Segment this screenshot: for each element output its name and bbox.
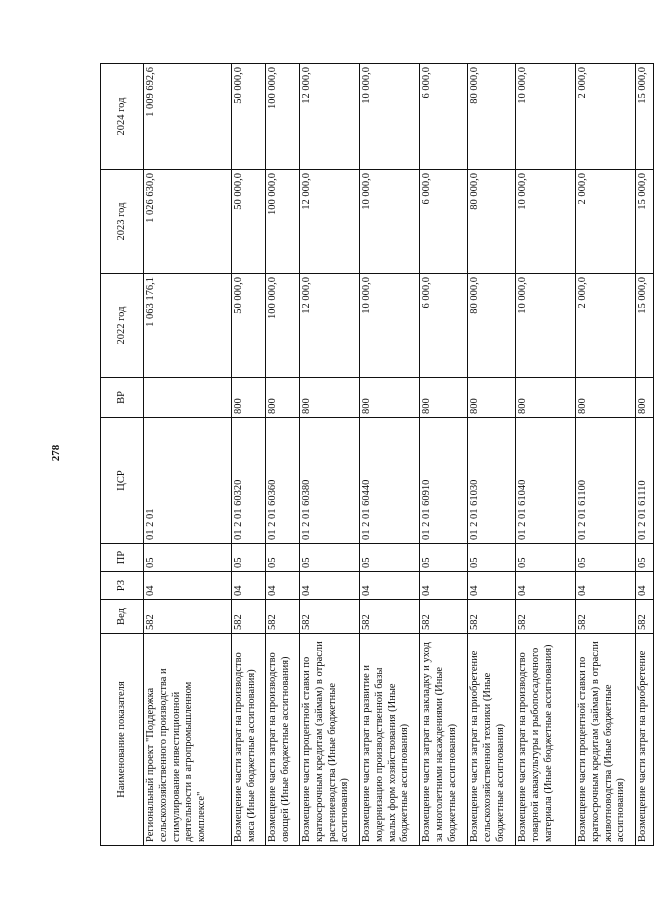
row-vr-cell: 800 bbox=[360, 378, 420, 418]
row-rz-cell: 04 bbox=[516, 572, 576, 600]
row-name-cell: Возмещение части затрат на производство товарной аквакультуры и рыбопосадочного материала (Иные бюджетные ассигнования) bbox=[516, 634, 576, 846]
row-vr-cell: 800 bbox=[468, 378, 516, 418]
row-2024-cell: 10 000,0 bbox=[360, 64, 420, 170]
row-2023-cell: 2 000,0 bbox=[576, 170, 636, 274]
row-name-cell: Возмещение части затрат на приобретение bbox=[636, 634, 654, 846]
row-pr-cell: 05 bbox=[468, 544, 516, 572]
row-2022-cell: 15 000,0 bbox=[636, 274, 654, 378]
row-csr-cell: 01 2 01 60380 bbox=[300, 418, 360, 544]
row-rz-cell: 04 bbox=[232, 572, 266, 600]
row-csr-cell: 01 2 01 61040 bbox=[516, 418, 576, 544]
row-pr-cell: 05 bbox=[144, 544, 232, 572]
row-ved-cell: 582 bbox=[144, 600, 232, 634]
row-2023-cell: 50 000,0 bbox=[232, 170, 266, 274]
table-row bbox=[266, 64, 300, 846]
table-row bbox=[468, 64, 516, 846]
row-name-cell: Возмещение части затрат на производство мяса (Иные бюджетные ассигнования) bbox=[232, 634, 266, 846]
row-vr-cell: 800 bbox=[516, 378, 576, 418]
row-pr-cell: 05 bbox=[576, 544, 636, 572]
row-2022-cell: 10 000,0 bbox=[516, 274, 576, 378]
row-2023-cell: 100 000,0 bbox=[266, 170, 300, 274]
row-pr-cell: 05 bbox=[420, 544, 468, 572]
row-2024-cell: 100 000,0 bbox=[266, 64, 300, 170]
header-2024: 2024 год bbox=[101, 64, 144, 170]
row-ved-cell: 582 bbox=[232, 600, 266, 634]
row-name-cell: Возмещение части затрат на закладку и уход за многолетними насаждениями (Иные бюджетные ассигнования) bbox=[420, 634, 468, 846]
table-row bbox=[300, 64, 360, 846]
row-rz-cell: 04 bbox=[468, 572, 516, 600]
table-row bbox=[232, 64, 266, 846]
row-pr-cell: 05 bbox=[232, 544, 266, 572]
row-ved-cell: 582 bbox=[266, 600, 300, 634]
table-row bbox=[420, 64, 468, 846]
table-row bbox=[516, 64, 576, 846]
table-row bbox=[636, 64, 654, 846]
header-csr: ЦСР bbox=[101, 418, 144, 544]
row-2023-cell: 10 000,0 bbox=[516, 170, 576, 274]
row-name-cell: Возмещение части затрат на приобретение сельскохозяйственной техники (Иные бюджетные ассигнования) bbox=[468, 634, 516, 846]
row-name-cell: Возмещение части процентной ставки по краткосрочным кредитам (займам) в отрасли животноводства (Иные бюджетные ассигнования) bbox=[576, 634, 636, 846]
row-csr-cell: 01 2 01 61030 bbox=[468, 418, 516, 544]
row-rz-cell: 04 bbox=[420, 572, 468, 600]
row-csr-cell: 01 2 01 61110 bbox=[636, 418, 654, 544]
row-pr-cell: 05 bbox=[636, 544, 654, 572]
row-vr-cell: 800 bbox=[232, 378, 266, 418]
row-ved-cell: 582 bbox=[636, 600, 654, 634]
row-2024-cell: 50 000,0 bbox=[232, 64, 266, 170]
row-csr-cell: 01 2 01 61100 bbox=[576, 418, 636, 544]
row-rz-cell: 04 bbox=[360, 572, 420, 600]
row-pr-cell: 05 bbox=[300, 544, 360, 572]
row-rz-cell: 04 bbox=[636, 572, 654, 600]
row-csr-cell: 01 2 01 60360 bbox=[266, 418, 300, 544]
table-header-row bbox=[101, 64, 144, 846]
row-2023-cell: 6 000,0 bbox=[420, 170, 468, 274]
header-ved: Вед bbox=[101, 600, 144, 634]
row-vr-cell: 800 bbox=[576, 378, 636, 418]
header-2022: 2022 год bbox=[101, 274, 144, 378]
row-pr-cell: 05 bbox=[360, 544, 420, 572]
row-name-cell: Возмещение части процентной ставки по краткосрочным кредитам (займам) в отрасли растениеводства (Иные бюджетные ассигнования) bbox=[300, 634, 360, 846]
row-csr-cell: 01 2 01 bbox=[144, 418, 232, 544]
row-2022-cell: 6 000,0 bbox=[420, 274, 468, 378]
row-2023-cell: 15 000,0 bbox=[636, 170, 654, 274]
row-ved-cell: 582 bbox=[420, 600, 468, 634]
row-rz-cell: 04 bbox=[300, 572, 360, 600]
header-rz: РЗ bbox=[101, 572, 144, 600]
row-csr-cell: 01 2 01 60910 bbox=[420, 418, 468, 544]
row-vr-cell: 800 bbox=[300, 378, 360, 418]
row-name-cell: Возмещение части затрат на развитие и модернизацию производственной базы малых форм хозяйствования (Иные бюджетные ассигнования) bbox=[360, 634, 420, 846]
header-pr: ПР bbox=[101, 544, 144, 572]
row-rz-cell: 04 bbox=[266, 572, 300, 600]
row-2022-cell: 80 000,0 bbox=[468, 274, 516, 378]
table-row bbox=[360, 64, 420, 846]
row-ved-cell: 582 bbox=[516, 600, 576, 634]
row-2024-cell: 80 000,0 bbox=[468, 64, 516, 170]
row-2024-cell: 15 000,0 bbox=[636, 64, 654, 170]
table-row bbox=[144, 64, 232, 846]
budget-table-container bbox=[100, 67, 648, 846]
row-2023-cell: 12 000,0 bbox=[300, 170, 360, 274]
row-csr-cell: 01 2 01 60320 bbox=[232, 418, 266, 544]
header-vr: ВР bbox=[101, 378, 144, 418]
row-2022-cell: 10 000,0 bbox=[360, 274, 420, 378]
row-name-cell: Возмещение части затрат на производство овощей (Иные бюджетные ассигнования) bbox=[266, 634, 300, 846]
row-2022-cell: 12 000,0 bbox=[300, 274, 360, 378]
budget-table bbox=[100, 63, 654, 846]
row-2023-cell: 80 000,0 bbox=[468, 170, 516, 274]
row-2022-cell: 1 063 176,1 bbox=[144, 274, 232, 378]
row-2023-cell: 10 000,0 bbox=[360, 170, 420, 274]
row-ved-cell: 582 bbox=[360, 600, 420, 634]
header-name: Наименование показателя bbox=[101, 634, 144, 846]
row-csr-cell: 01 2 01 60440 bbox=[360, 418, 420, 544]
row-pr-cell: 05 bbox=[516, 544, 576, 572]
row-ved-cell: 582 bbox=[468, 600, 516, 634]
row-2023-cell: 1 026 630,0 bbox=[144, 170, 232, 274]
row-2024-cell: 10 000,0 bbox=[516, 64, 576, 170]
header-2023: 2023 год bbox=[101, 170, 144, 274]
table-row bbox=[576, 64, 636, 846]
row-pr-cell: 05 bbox=[266, 544, 300, 572]
row-rz-cell: 04 bbox=[144, 572, 232, 600]
row-2024-cell: 12 000,0 bbox=[300, 64, 360, 170]
row-ved-cell: 582 bbox=[300, 600, 360, 634]
row-rz-cell: 04 bbox=[576, 572, 636, 600]
table-body bbox=[144, 64, 654, 846]
row-2022-cell: 2 000,0 bbox=[576, 274, 636, 378]
row-vr-cell: 800 bbox=[266, 378, 300, 418]
row-2024-cell: 2 000,0 bbox=[576, 64, 636, 170]
row-2022-cell: 50 000,0 bbox=[232, 274, 266, 378]
row-2024-cell: 6 000,0 bbox=[420, 64, 468, 170]
row-2022-cell: 100 000,0 bbox=[266, 274, 300, 378]
row-vr-cell: 800 bbox=[420, 378, 468, 418]
row-2024-cell: 1 009 692,6 bbox=[144, 64, 232, 170]
row-vr-cell bbox=[144, 378, 232, 418]
row-ved-cell: 582 bbox=[576, 600, 636, 634]
row-vr-cell: 800 bbox=[636, 378, 654, 418]
row-name-cell: Региональный проект "Поддержка сельскохозяйственного производства и стимулирование инвестиционной деятельности в агропромышленном комплексе" bbox=[144, 634, 232, 846]
page-number: 278 bbox=[50, 444, 62, 462]
